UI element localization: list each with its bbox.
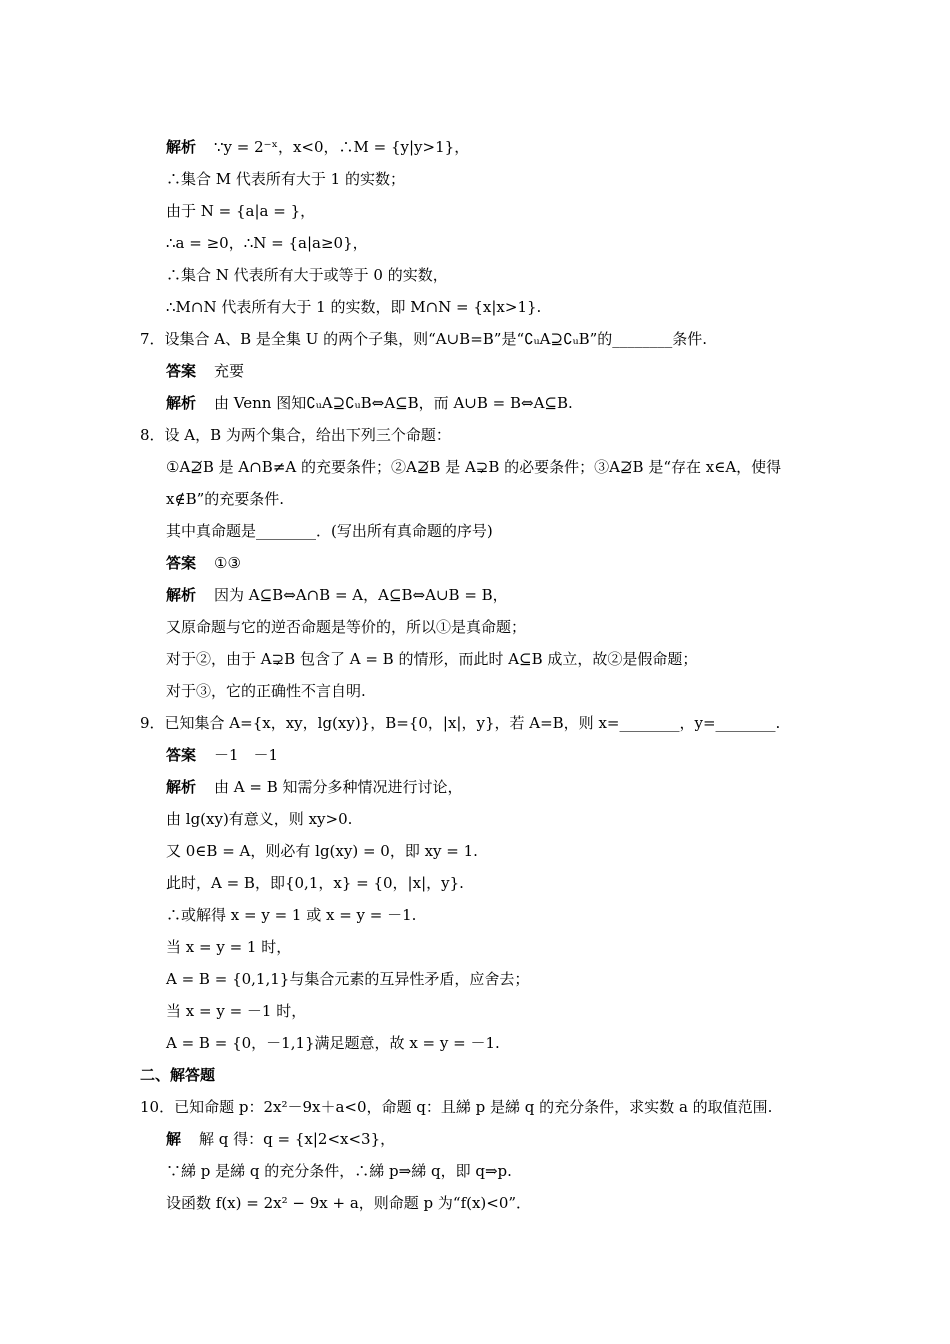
- answer-9: 答案 －1 －1: [166, 746, 279, 764]
- line-10-a: ∵綈 p 是綈 q 的充分条件，∴綈 p⇒綈 q，即 q⇒p.: [166, 1162, 512, 1180]
- line-8-a: 又原命题与它的逆否命题是等价的，所以①是真命题；: [166, 618, 527, 636]
- analysis-9: 解析 由 A = B 知需分多种情况进行讨论，: [166, 778, 463, 796]
- line-3: 由于 N = {a|a = }，: [166, 202, 316, 220]
- answer-7: 答案 充要: [166, 362, 245, 380]
- line-8-props-cont: x∉B”的充要条件.: [166, 490, 285, 508]
- line-10-b: 设函数 f(x) = 2x² − 9x + a，则命题 p 为“f(x)<0”．: [166, 1194, 532, 1212]
- line-9-h: A = B = {0，－1,1}满足题意，故 x = y = －1.: [166, 1034, 500, 1052]
- line-2: ∴集合 M 代表所有大于 1 的实数；: [166, 170, 405, 188]
- label-solution: 解: [166, 1130, 182, 1148]
- line-8-props: ①A⊉B 是 A∩B≠A 的充要条件；②A⊉B 是 A⊋B 的必要条件；③A⊉B 是“存在 x∈A，使得: [166, 458, 782, 476]
- label-analysis: 解析: [166, 394, 197, 412]
- line-9-d: ∴或解得 x = y = 1 或 x = y = －1.: [166, 906, 417, 924]
- question-9: 9．已知集合 A={x，xy，lg(xy)}，B={0，|x|，y}，若 A=B，则 x=________，y=________.: [140, 714, 781, 732]
- label-answer: 答案: [166, 362, 197, 380]
- question-8: 8．设 A，B 为两个集合，给出下列三个命题：: [140, 426, 451, 444]
- line-5: ∴集合 N 代表所有大于或等于 0 的实数，: [166, 266, 448, 284]
- analysis-7: 解析 由 Venn 图知∁ᵤA⊇∁ᵤB⇔A⊆B，而 A∪B = B⇔A⊆B.: [166, 394, 573, 412]
- solution-10: 解 解 q 得：q = {x|2<x<3}，: [166, 1130, 396, 1148]
- label-analysis: 解析: [166, 138, 197, 156]
- question-10: 10．已知命题 p：2x²－9x＋a<0，命题 q：且綈 p 是綈 q 的充分条件，求实数 a 的取值范围.: [140, 1098, 773, 1116]
- line-8-b: 对于②，由于 A⊋B 包含了 A = B 的情形，而此时 A⊆B 成立，故②是假命题；: [166, 650, 698, 668]
- line-9-f: A = B = {0,1,1}与集合元素的互异性矛盾，应舍去；: [166, 970, 530, 988]
- line-8-ask: 其中真命题是________．(写出所有真命题的序号): [166, 522, 493, 540]
- question-7: 7．设集合 A、B 是全集 U 的两个子集，则“A∪B=B”是“∁ᵤA⊇∁ᵤB”的________条件.: [140, 330, 708, 348]
- line-9-a: 由 lg(xy)有意义，则 xy>0.: [166, 810, 353, 828]
- label-analysis: 解析: [166, 586, 197, 604]
- line-1: 解析 ∵y = 2⁻ˣ，x<0，∴M = {y|y>1}，: [166, 138, 470, 156]
- line-8-c: 对于③，它的正确性不言自明.: [166, 682, 366, 700]
- answer-8: 答案 ①③: [166, 554, 241, 572]
- label-answer: 答案: [166, 746, 197, 764]
- line-4: ∴a = ≥0，∴N = {a|a≥0}，: [166, 234, 368, 252]
- line-9-b: 又 0∈B = A，则必有 lg(xy) = 0，即 xy = 1.: [166, 842, 478, 860]
- section-heading: 二、解答题: [140, 1066, 216, 1084]
- line-9-g: 当 x = y = －1 时，: [166, 1002, 307, 1020]
- analysis-8: 解析 因为 A⊆B⇔A∩B = A，A⊆B⇔A∪B = B，: [166, 586, 508, 604]
- line-9-e: 当 x = y = 1 时，: [166, 938, 292, 956]
- label-analysis: 解析: [166, 778, 197, 796]
- label-answer: 答案: [166, 554, 197, 572]
- line-6: ∴M∩N 代表所有大于 1 的实数，即 M∩N = {x|x>1}.: [166, 298, 542, 316]
- line-9-c: 此时，A = B，即{0,1，x} = {0，|x|，y}.: [166, 874, 464, 892]
